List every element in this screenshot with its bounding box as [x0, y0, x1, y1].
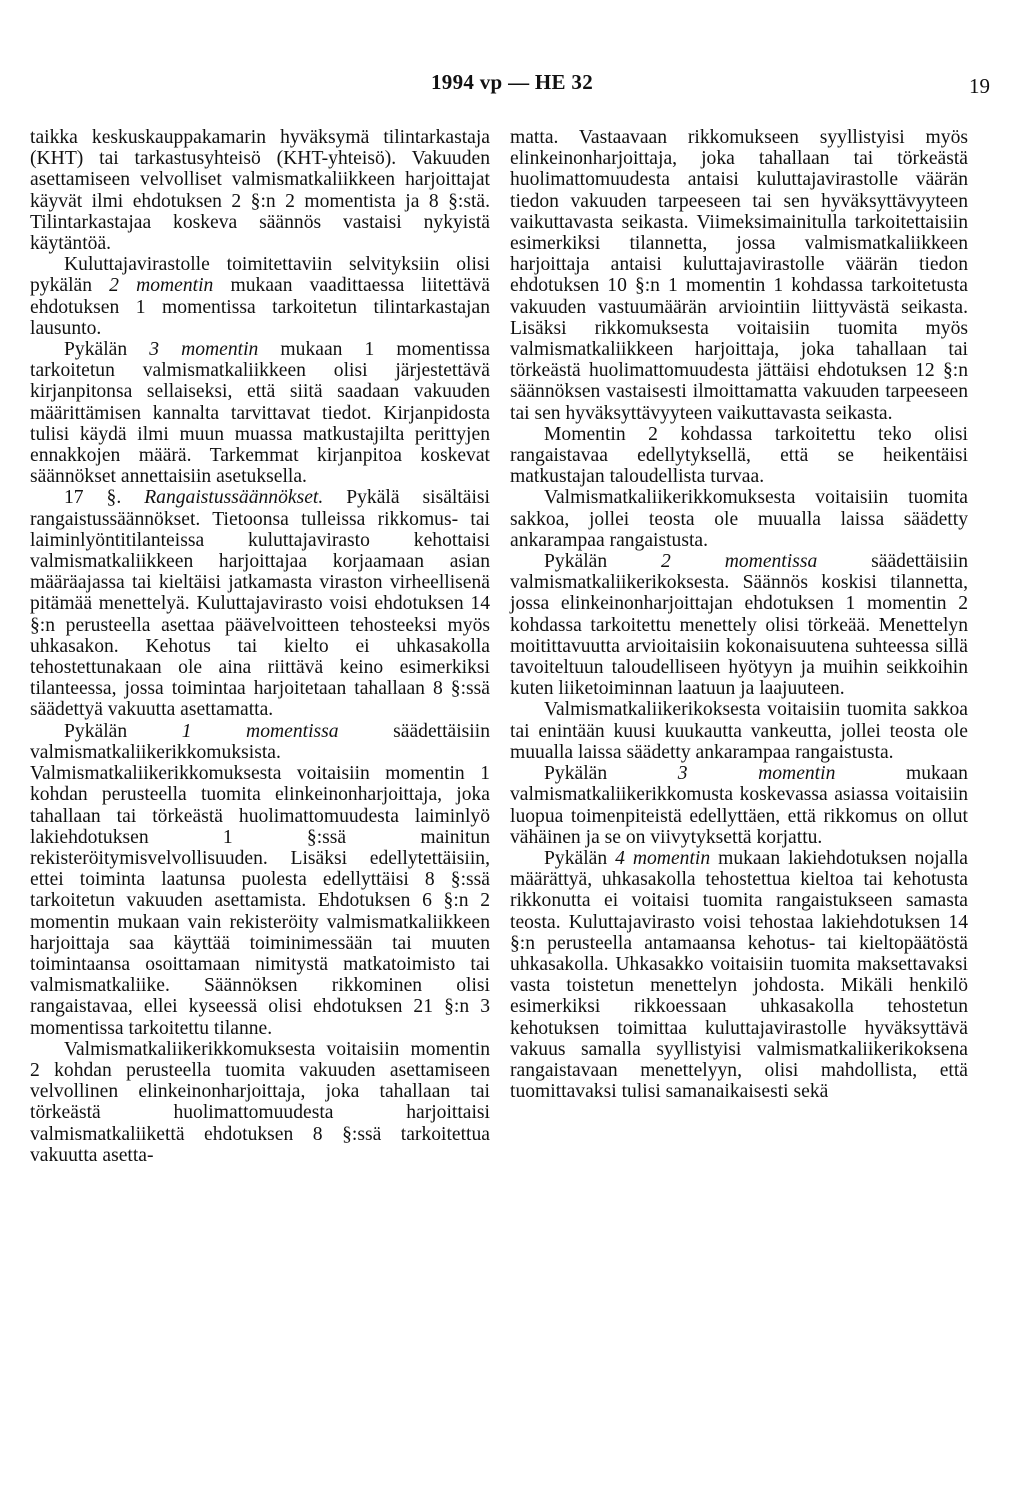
paragraph: matta. Vastaavaan rikkomukseen syyllistyisi myös elinkeinonharjoittaja, joka tahallaan tai törkeästä huolimattomuudesta antaisi kuluttajavirastolle väärän tiedon vakuuden tarpeeseen tai sen hyväksyttävyyteen vaikuttavasta seikasta. Viimeksimainitulla tarkoitettaisiin esimerkiksi tilannetta, jossa valmismatkaliikkeen harjoittaja antaisi kuluttajavirastolle väärän tiedon ehdotuksen 10 §:n 1 momentin 1 kohdassa tarkoitetusta vakuuden vastuumäärän arviointiin liittyvästä seikasta. Lisäksi rikkomuksesta voitaisiin tuomita myös valmismatkaliikkeen harjoittaja, joka tahallaan tai törkeästä huolimattomuudesta jättäisi ehdotuksen 12 §:n säännöksen vastaisesti ilmoittamatta vakuuden tarpeeseen tai sen hyväksyttävyyteen vaikuttavasta seikasta. [510, 127, 968, 424]
paragraph: Pykälän 3 momentin mukaan valmismatkaliikerikkomusta koskevassa asiassa voitaisiin luopua toimenpiteistä edellyttäen, että rikkomus on ollut vähäinen ja se on viivytyksettä korjattu. [510, 763, 968, 848]
page-header [0, 68, 1024, 98]
paragraph: Kuluttajavirastolle toimitettaviin selvityksiin olisi pykälän 2 momentin mukaan vaadittaessa liitettävä ehdotuksen 1 momentissa tarkoitetun tilintarkastajan lausunto. [30, 254, 490, 339]
paragraph: Pykälän 2 momentissa säädettäisiin valmismatkaliikerikoksesta. Säännös koskisi tilannetta, jossa elinkeinonharjoittajan ehdotuksen 1 momentin 2 kohdassa tarkoitettu menettely olisi törkeää. Menettelyn moitittavuutta arvioitaisiin kokonaisuutena suhteessa sillä tavoiteltuun taloudelliseen hyötyyn ja muihin seikkoihin kuten liiketoiminnan laatuun ja laajuuteen. [510, 551, 968, 700]
paragraph: Momentin 2 kohdassa tarkoitettu teko olisi rangaistavaa edellytyksellä, että se heikentäisi matkustajan taloudellista turvaa. [510, 423, 968, 488]
left-column [30, 127, 490, 1166]
paragraph: Pykälän 1 momentissa säädettäisiin valmismatkaliikerikkomuksista. Valmismatkaliikerikkomuksesta voitaisiin momentin 1 kohdan perusteella tuomita elinkeinonharjoittaja, joka tahallaan tai törkeästä huolimattomuudesta laiminlyö lakiehdotuksen 1 §:ssä mainitun rekisteröitymisvelvollisuuden. Lisäksi edellytettäisiin, ettei toiminta laatunsa puolesta edellyttäisi 8 §:ssä tarkoitetun vakuuden asettamista. Ehdotuksen 6 §:n 2 momentin mukaan vain rekisteröity valmismatkaliikkeen harjoittaja saa käyttää toiminimessään tai muuten toimintaansa osoittamaan nimitystä matkatoimisto tai valmismatkaliike. Säännöksen rikkominen olisi rangaistavaa, ellei kyseessä olisi ehdotuksen 21 §:n 3 momentissa tarkoitettu tilanne. [30, 720, 490, 1039]
paragraph: Valmismatkaliikerikkomuksesta voitaisiin tuomita sakkoa, jollei teosta ole muualla laissa säädetty ankarampaa rangaistusta. [510, 487, 968, 551]
paragraph: Pykälän 4 momentin mukaan lakiehdotuksen nojalla määrättyä, uhkasakolla tehostettua kieltoa tai kehotusta rikkonutta ei voitaisi tuomita rangaistukseen samasta teosta. Kuluttajavirasto voisi tehostaa lakiehdotuksen 14 §:n perusteella antamaansa kehotus- tai kieltopäätöstä uhkasakolla. Uhkasakko voitaisiin tuomita maksettavaksi vasta toistetun menettelyn johdosta. Mikäli henkilö esimerkiksi rikkoessaan uhkasakolla tehostetun kehotuksen toimittaa kuluttajavirastolle hyväksyttävä vakuus samalla syyllistyisi valmismatkaliikerikoksena rangaistavaan menettelyyn, olisi mahdollista, että tuomittavaksi tulisi samanaikaisesti sekä [510, 847, 968, 1103]
right-column [510, 127, 968, 1102]
paragraph: Pykälän 3 momentin mukaan 1 momentissa tarkoitetun valmismatkaliikkeen olisi järjestettävä kirjanpitonsa sellaiseksi, että siitä saadaan vakuuden määrittämisen kannalta tarvittavat tiedot. Kirjanpidosta tulisi käydä ilmi muun muassa matkustajilta perittyjen ennakkojen määrä. Tarkemmat kirjanpitoa koskevat säännökset annettaisiin asetuksella. [30, 339, 490, 488]
paragraph: 17 §. Rangaistussäännökset. Pykälä sisältäisi rangaistussäännökset. Tietoonsa tulleissa rikkomus- tai laiminlyöntitilanteissa kuluttajavirasto kehottaisi valmismatkaliikkeen harjoittajaa korjaamaan asian määräajassa tai kieltäisi jatkamasta viraston virheellisenä pitämää menettelyä. Kuluttajavirasto voisi ehdotuksen 14 §:n perusteella asettaa päävelvoitteen tehosteeksi myös uhkasakon. Kehotus tai kielto ei uhkasakolla tehostettunakaan ole aina riittävä keino esimerkiksi tilanteessa, jossa toimintaa harjoitetaan tahallaan 8 §:ssä säädettyä vakuutta asettamatta. [30, 487, 490, 721]
page-number: 19 [969, 74, 990, 98]
paragraph: Valmismatkaliikerikoksesta voitaisiin tuomita sakkoa tai enintään kuusi kuukautta vankeutta, jollei teosta ole muualla laissa säädetty ankarampaa rangaistusta. [510, 699, 968, 763]
paragraph: Valmismatkaliikerikkomuksesta voitaisiin momentin 2 kohdan perusteella tuomita vakuuden asettamiseen velvollinen elinkeinonharjoittaja, joka tahallaan tai törkeästä huolimattomuudesta harjoittaisi valmismatkaliikettä ehdotuksen 8 §:ssä tarkoitettua vakuutta asetta- [30, 1038, 490, 1166]
paragraph: taikka keskuskauppakamarin hyväksymä tilintarkastaja (KHT) tai tarkastusyhteisö (KHT-yhteisö). Vakuuden asettamiseen velvolliset valmismatkaliikkeen harjoittajat käyvät ilmi ehdotuksen 2 §:n 2 momentista ja 8 §:stä. Tilintarkastajaa koskeva säännös vastaisi nykyistä käytäntöä. [30, 127, 490, 255]
running-title: 1994 vp — HE 32 [430, 70, 594, 94]
